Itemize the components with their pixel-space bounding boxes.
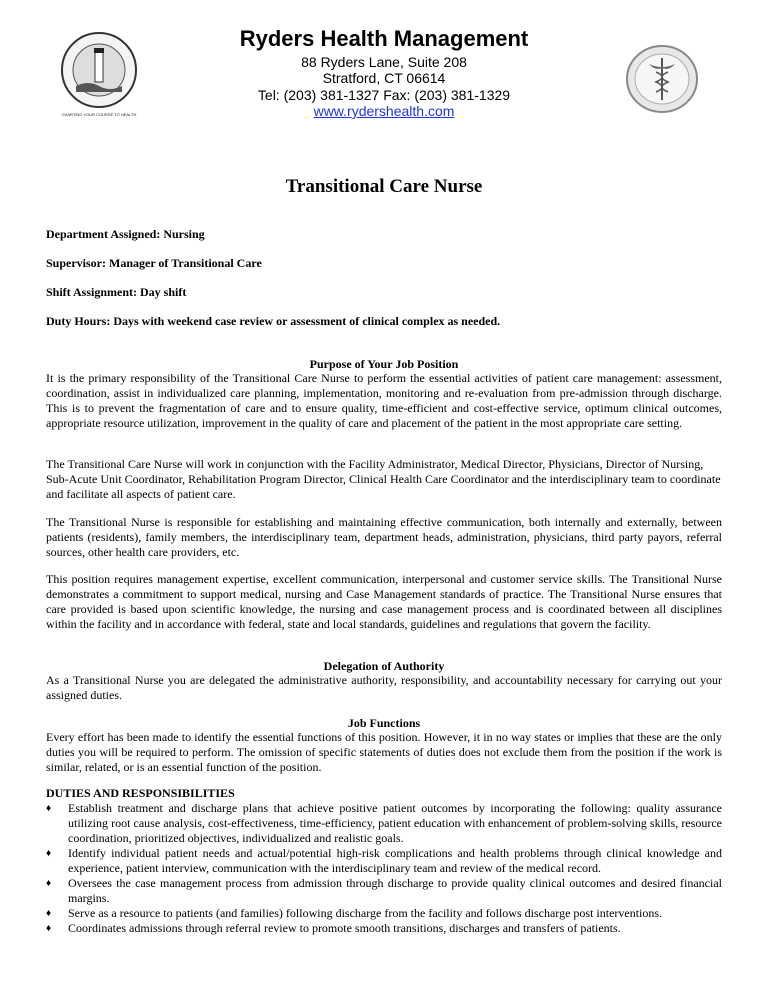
field-department: Department Assigned: Nursing	[46, 227, 205, 241]
job-functions-paragraph: Every effort has been made to identify the essential functions of this position. However, it in no way states or implies that these are the only duties you will be required to perform. The omission of specific statements of duties does not exclude them from the position if the work is similar, related, or is an essential function of the position.	[46, 730, 722, 774]
diamond-bullet-icon: ♦	[46, 803, 52, 814]
diamond-bullet-icon: ♦	[46, 923, 52, 934]
list-item	[46, 921, 722, 936]
field-supervisor: Supervisor: Manager of Transitional Care	[46, 256, 262, 270]
diamond-bullet-icon: ♦	[46, 908, 52, 919]
list-item-text: Serve as a resource to patients (and families) following discharge from the facility and follows discharge post interventions.	[68, 906, 663, 920]
diamond-bullet-icon: ♦	[46, 848, 52, 859]
address-line-2: Stratford, CT 06614	[322, 70, 446, 86]
address-line-1: 88 Ryders Lane, Suite 208	[301, 54, 467, 70]
field-shift: Shift Assignment: Day shift	[46, 285, 187, 299]
website-link[interactable]: www.rydershealth.com	[313, 103, 455, 119]
page-title: Transitional Care Nurse	[285, 176, 483, 197]
purpose-paragraph-3: The Transitional Nurse is responsible for establishing and maintaining effective communication, both internally and externally, between patients (residents), family members, the interdisciplinary team, department heads, administration, physicians, third party payors, referral sources, other health care providers, etc.	[46, 515, 722, 559]
company-name: Ryders Health Management	[239, 26, 529, 51]
delegation-paragraph: As a Transitional Nurse you are delegated the administrative authority, responsibility, and accountability necessary for carrying out your assigned duties.	[46, 673, 722, 702]
list-item	[46, 906, 722, 921]
list-item	[46, 801, 722, 846]
phone-fax: Tel: (203) 381-1327 Fax: (203) 381-1329	[257, 87, 511, 103]
purpose-heading: Purpose of Your Job Position	[309, 357, 459, 371]
caduceus-seal-logo	[625, 44, 699, 114]
caduceus-seal-icon	[625, 44, 699, 114]
logo-tagline: CHARTING YOUR COURSE TO HEALTH	[61, 112, 137, 117]
list-item-text: Coordinates admissions through referral review to promote smooth transitions, discharges and transfers of patients.	[68, 921, 621, 935]
list-item-text: Identify individual patient needs and actual/potential high-risk complications and health problems through clinical knowledge and experience, patient interview, communication with the interdisciplinary team and review of the medical record.	[68, 846, 722, 875]
purpose-paragraph-1: It is the primary responsibility of the Transitional Care Nurse to perform the essential activities of patient care management: assessment, coordination, assist in individualized care planning, implementation, monitoring and re-evaluation from pre-admission through discharge. This is to prevent the fragmentation of care and to ensure quality, time-efficient and cost-effective service, optimum clinical outcomes, appropriate resource utilization, improvement in the quality of care and placement of the patient in the most appropriate care setting.	[46, 371, 722, 430]
list-item	[46, 876, 722, 906]
list-item	[46, 846, 722, 876]
list-item-text: Establish treatment and discharge plans that achieve positive patient outcomes by incorporating the following: quality assurance utilizing root cause analysis, cost-effectiveness, time-efficiency, patient education with enhancement of problem-solving skills, resource coordination, prioritized objectives, individualized and realistic goals.	[68, 801, 722, 845]
purpose-paragraph-2: The Transitional Care Nurse will work in conjunction with the Facility Administrator, Medical Director, Physicians, Director of Nursing, Sub-Acute Unit Coordinator, Rehabilitation Program Director, Clinical Health Care Coordinator and the interdisciplinary team to coordinate and facilitate all aspects of patient care.	[46, 457, 721, 501]
job-functions-heading: Job Functions	[347, 716, 421, 730]
diamond-bullet-icon: ♦	[46, 878, 52, 889]
field-duty-hours: Duty Hours: Days with weekend case review or assessment of clinical complex as needed.	[46, 314, 501, 328]
duties-list	[46, 801, 722, 936]
list-item-text: Oversees the case management process from admission through discharge to provide quality clinical outcomes and desired financial margins.	[68, 876, 722, 905]
purpose-paragraph-4: This position requires management expertise, excellent communication, interpersonal and customer service skills. The Transitional Nurse demonstrates a commitment to support medical, nursing and Case Management standards of practice. The Transitional Nurse ensures that care provided is based upon scientific knowledge, the nursing and case management process and is coordinated between all disciplines within the facility and in accordance with federal, state and local standards, guidelines and regulations that govern the facility.	[46, 572, 722, 631]
delegation-heading: Delegation of Authority	[323, 659, 445, 673]
duties-heading: DUTIES AND RESPONSIBILITIES	[46, 786, 235, 800]
